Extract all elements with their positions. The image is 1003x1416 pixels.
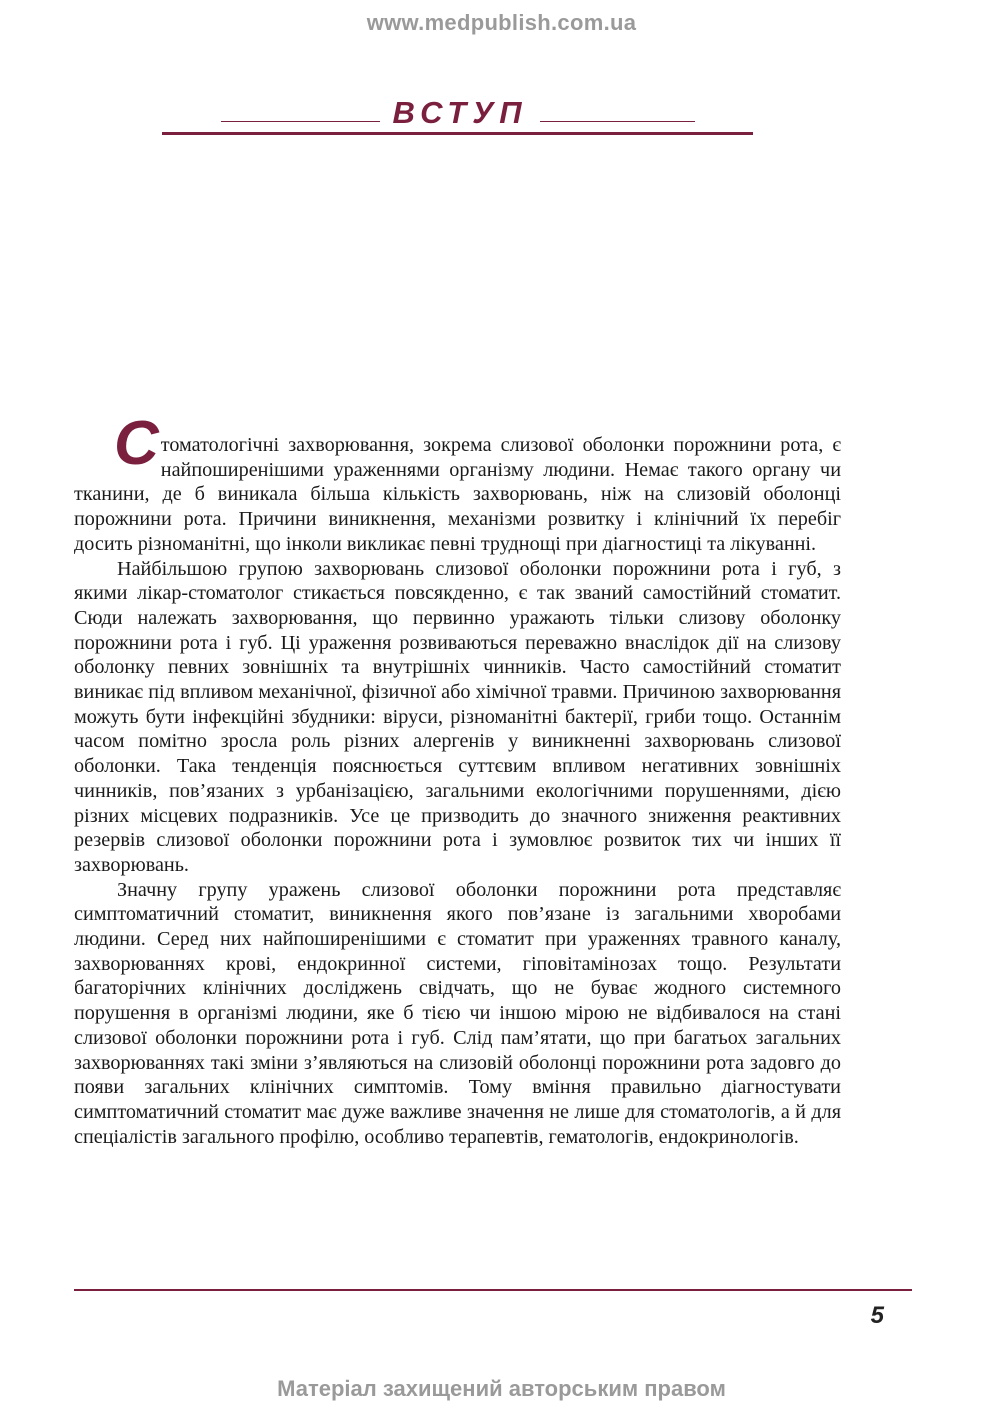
paragraph-1-text: томатологічні захворювання, зокрема слизової оболонки порожнини рота, є найпоширенішими ураженнями організму людини. Немає такого органу чи тканини, де б виникала більша кількість захворювань, ніж на слизовій оболонці порожнини рота. Причини виникнення, механізми розвитку і клінічний їх перебіг досить різноманітні, що інколи викликає певні труднощі при діагностиці та лікуванні.	[74, 434, 841, 555]
paragraph-1	[74, 409, 841, 557]
site-url-watermark: www.medpublish.com.ua	[366, 10, 637, 35]
body-text	[74, 409, 841, 1149]
section-title: ВСТУП	[380, 94, 540, 132]
paragraph-2: Найбільшою групою захворювань слизової оболонки порожнини рота і губ, з якими лікар-стоматолог стикається повсякденно, є так званий самостійний стоматит. Сюди належать захворювання, що первинно уражають тільки слизову оболонку порожнини рота і губ. Ці ураження розвиваються переважно внаслідок дії на слизову оболонку певних зовнішніх та внутрішніх чинників. Часто самостійний стоматит виникає під впливом механічної, фізичної або хімічної травми. Причиною захворювання можуть бути інфекційні збудники: віруси, різноманітні бактерії, гриби тощо. Останнім часом помітно зросла роль різних алергенів у виникненні захворювань слизової оболонки. Така тенденція пояснюється суттєвим впливом негативних зовнішніх чинників, пов’язаних з урбанізацією, загальними екологічними порушеннями, дією різних місцевих подразників. Усе це призводить до значного зниження реактивних резервів слизової оболонки порожнини рота і зумовлює розвиток тих чи інших її захворювань.	[74, 557, 841, 876]
copyright-watermark: Матеріал захищений авторським правом	[277, 1376, 726, 1401]
page-number: 5	[870, 1302, 884, 1329]
paragraph-3: Значну групу уражень слизової оболонки порожнини рота представляє симптоматичний стоматит, виникнення якого пов’язане із загальними хворобами людини. Серед них найпоширенішими є стоматит при ураженнях травного каналу, захворюваннях крові, ендокринної системи, гіповітамінозах тощо. Результати багаторічних клінічних досліджень свідчать, що не буває жодного системного порушення в організмі людини, яке б тією чи іншою мірою не відбивалося на стані слизової оболонки порожнини рота і губ. Слід пам’ятати, що при багатьох загальних захворюваннях такі зміни з’являються на слизовій оболонці порожнини рота задовго до появи загальних клінічних симптомів. Тому вміння правильно діагностувати симптоматичний стоматит має дуже важливе значення не лише для стоматологів, а й для спеціалістів загального профілю, особливо терапевтів, гематологів, ендокринологів.	[74, 878, 841, 1148]
footer-rule	[74, 1289, 912, 1291]
heading-thick-rule	[162, 132, 753, 135]
drop-cap: С	[114, 409, 159, 478]
